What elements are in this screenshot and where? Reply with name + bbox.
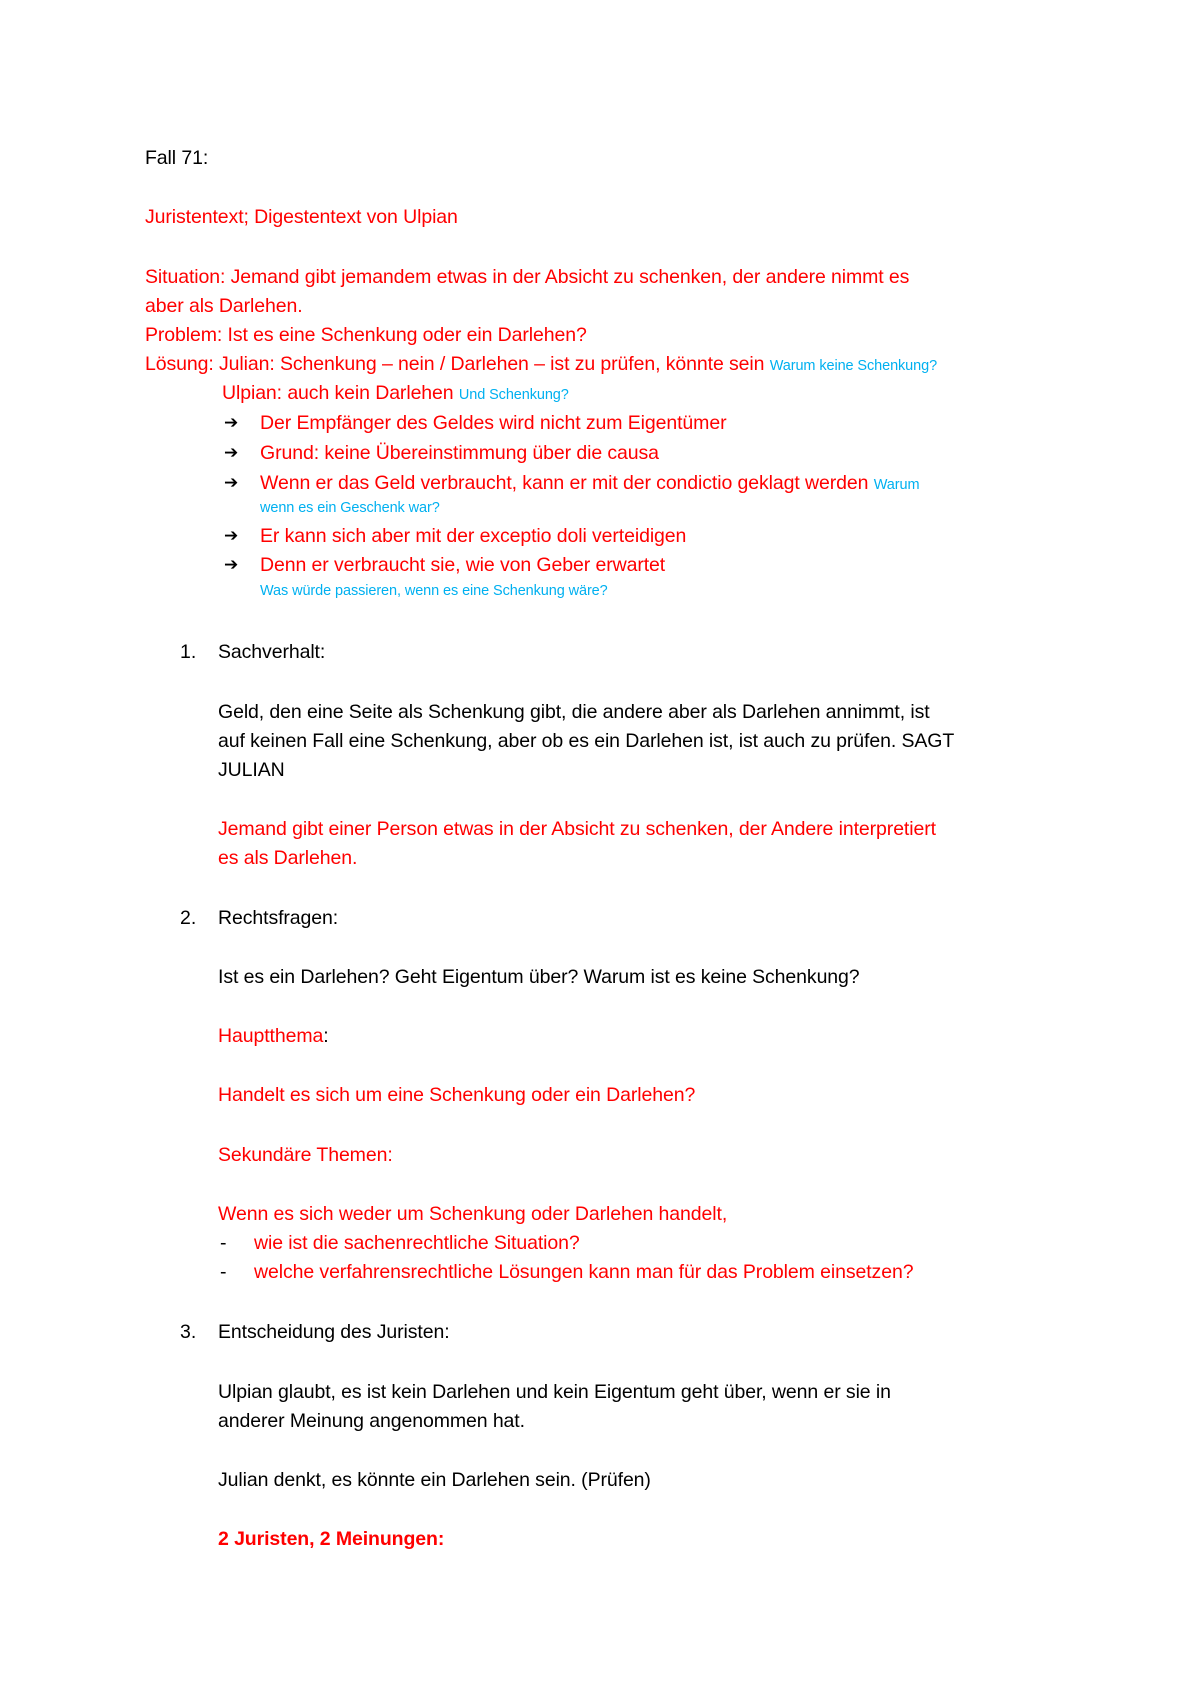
dash-bullet: -: [220, 1261, 227, 1283]
sachverhalt-line-1: Geld, den eine Seite als Schenkung gibt, die andere aber als Darlehen annimmt, ist: [218, 701, 930, 723]
arrow-item-2: Grund: keine Übereinstimmung über die causa: [260, 442, 659, 464]
arrow-item-4: Er kann sich aber mit der exceptio doli verteidigen: [260, 525, 687, 547]
arrow-item-3-comment: Warum: [873, 477, 920, 493]
case-title: Fall 71:: [145, 147, 209, 169]
arrow-icon: ➔: [224, 555, 239, 574]
situation-line-2: aber als Darlehen.: [145, 295, 303, 317]
hauptthema-label-line: [218, 1024, 329, 1048]
sekundaer-intro: Wenn es sich weder um Schenkung oder Darlehen handelt,: [218, 1203, 728, 1225]
sekundaer-label: Sekundäre Themen:: [218, 1144, 393, 1166]
arrow-item-5: Denn er verbraucht sie, wie von Geber erwartet: [260, 554, 666, 576]
ulpian-line: [222, 381, 569, 407]
ulpian-comment: Und Schenkung?: [458, 387, 569, 403]
arrow-item-5-comment: Was würde passieren, wenn es eine Schenkung wäre?: [260, 583, 608, 599]
loesung-line: [145, 352, 937, 378]
section-2-heading: Rechtsfragen:: [218, 907, 339, 929]
rechtsfragen-text: Ist es ein Darlehen? Geht Eigentum über? Warum ist es keine Schenkung?: [218, 966, 860, 988]
arrow-icon: ➔: [224, 473, 239, 492]
loesung-text: Lösung: Julian: Schenkung – nein / Darlehen – ist zu prüfen, könnte sein: [145, 353, 765, 375]
arrow-icon: ➔: [224, 526, 239, 545]
section-3-heading: Entscheidung des Juristen:: [218, 1321, 450, 1343]
arrow-item-1: Der Empfänger des Geldes wird nicht zum Eigentümer: [260, 412, 727, 434]
ulpian-text: Ulpian: auch kein Darlehen: [222, 382, 454, 404]
section-1-heading: Sachverhalt:: [218, 641, 326, 663]
sachverhalt-line-2: auf keinen Fall eine Schenkung, aber ob es ein Darlehen ist, ist auch zu prüfen. SAGT: [218, 730, 955, 752]
situation-line-1: Situation: Jemand gibt jemandem etwas in der Absicht zu schenken, der andere nimmt es: [145, 266, 910, 288]
loesung-comment: Warum keine Schenkung?: [769, 358, 938, 374]
arrow-icon: ➔: [224, 413, 239, 432]
arrow-icon: ➔: [224, 443, 239, 462]
entscheidung-line-3: Julian denkt, es könnte ein Darlehen sein. (Prüfen): [218, 1469, 651, 1491]
hauptthema-label: Hauptthema: [218, 1025, 324, 1047]
sachverhalt-red-line-1: Jemand gibt einer Person etwas in der Absicht zu schenken, der Andere interpretiert: [218, 818, 936, 840]
entscheidung-line-2: anderer Meinung angenommen hat.: [218, 1410, 525, 1432]
arrow-item-3: [260, 471, 919, 497]
section-1-number: 1.: [180, 641, 197, 663]
entscheidung-line-1: Ulpian glaubt, es ist kein Darlehen und kein Eigentum geht über, wenn er sie in: [218, 1381, 891, 1403]
hauptthema-colon: :: [323, 1025, 329, 1047]
case-subtitle: Juristentext; Digestentext von Ulpian: [145, 206, 458, 228]
section-3-number: 3.: [180, 1321, 197, 1343]
dash-bullet: -: [220, 1232, 227, 1254]
sekundaer-item-2: welche verfahrensrechtliche Lösungen kann man für das Problem einsetzen?: [254, 1261, 914, 1283]
hauptthema-text: Handelt es sich um eine Schenkung oder ein Darlehen?: [218, 1084, 696, 1106]
arrow-item-3-comment-2: wenn es ein Geschenk war?: [260, 500, 440, 516]
section-2-number: 2.: [180, 907, 197, 929]
problem-line: Problem: Ist es eine Schenkung oder ein Darlehen?: [145, 324, 587, 346]
sachverhalt-line-3: JULIAN: [218, 759, 285, 781]
entscheidung-red: 2 Juristen, 2 Meinungen:: [218, 1528, 445, 1550]
sekundaer-item-1: wie ist die sachenrechtliche Situation?: [254, 1232, 580, 1254]
sachverhalt-red-line-2: es als Darlehen.: [218, 847, 358, 869]
arrow-item-3-text: Wenn er das Geld verbraucht, kann er mit der condictio geklagt werden: [260, 472, 869, 494]
